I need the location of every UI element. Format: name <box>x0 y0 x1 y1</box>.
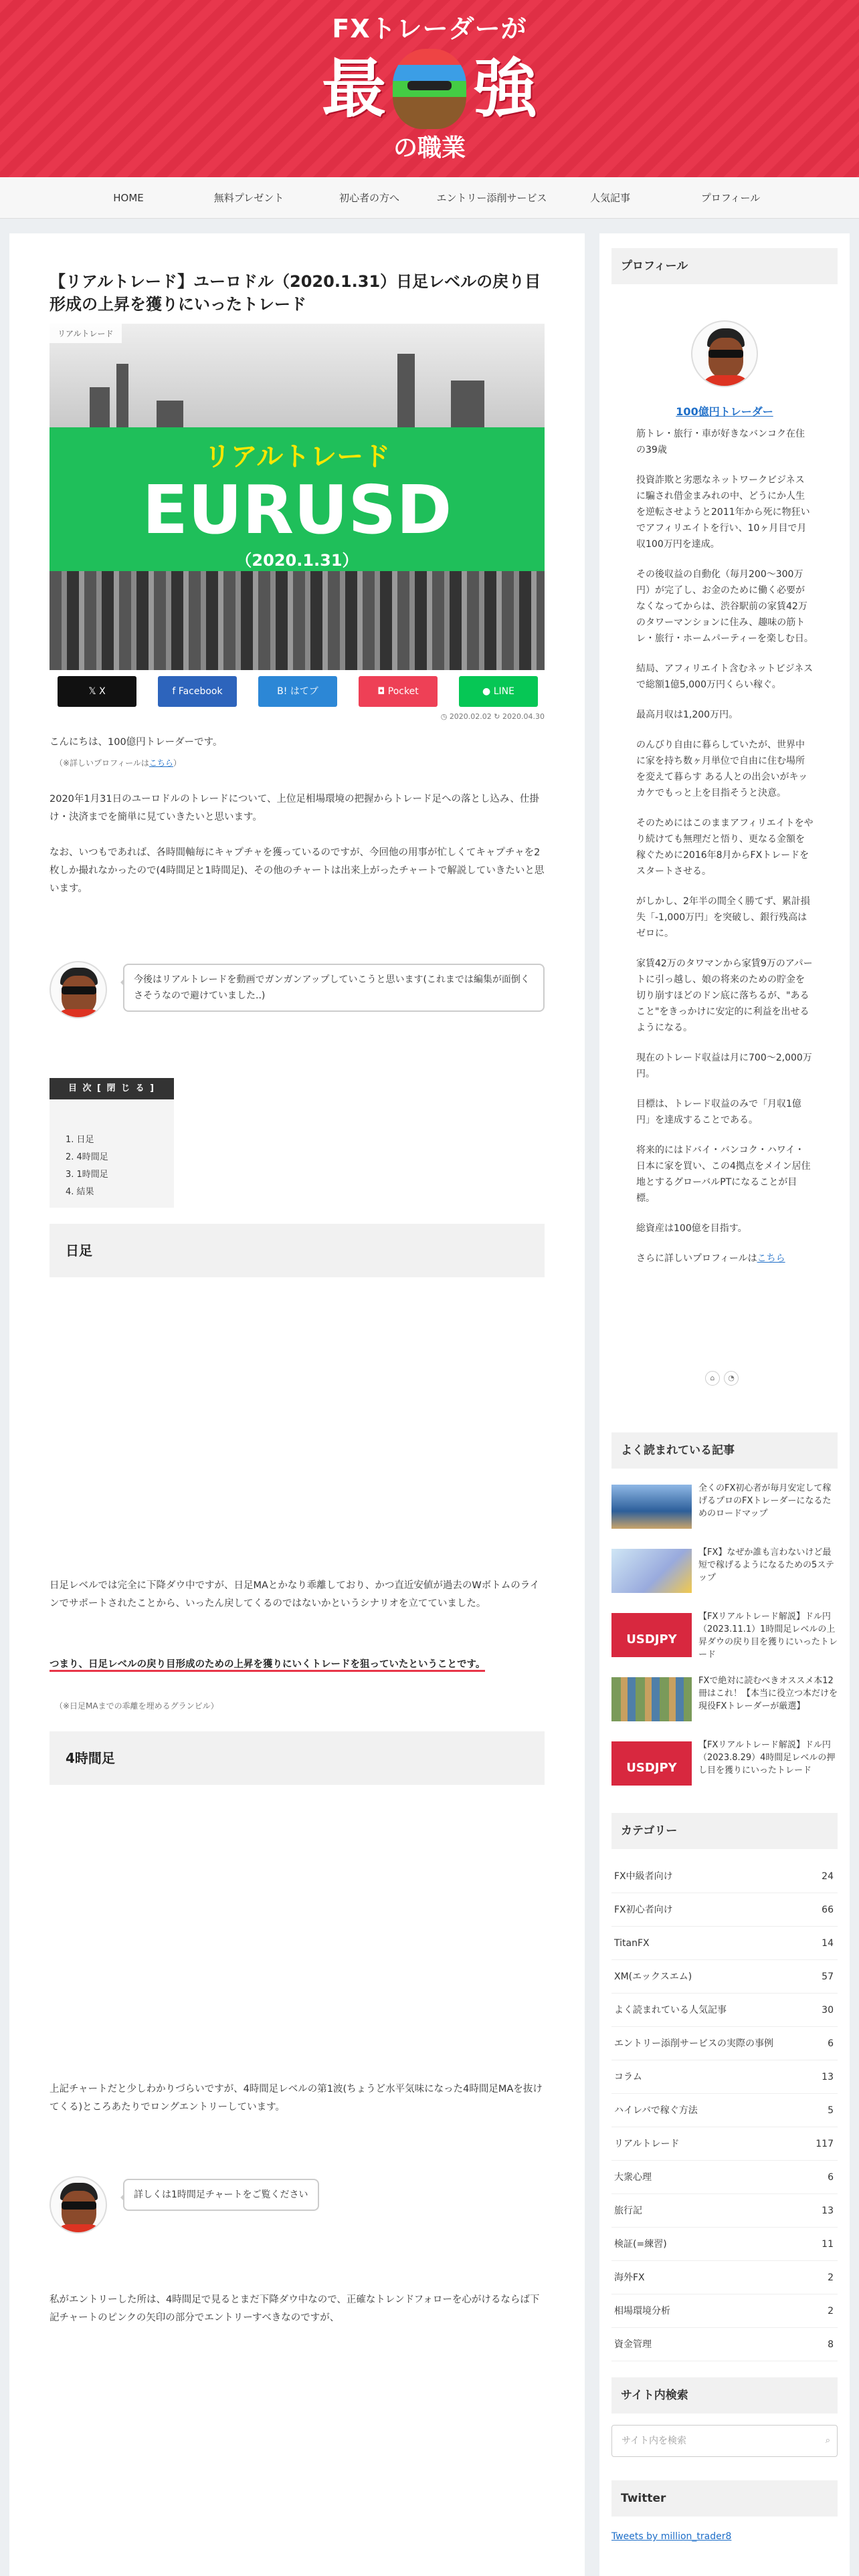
toc-item[interactable]: 4. 結果 <box>66 1187 94 1197</box>
update-icon: ↻ <box>494 712 503 721</box>
author-avatar <box>50 2176 107 2234</box>
nav-item-home[interactable]: HOME <box>113 192 144 204</box>
avatar-glasses <box>62 2202 96 2210</box>
popular-thumb: USDJPY <box>611 1741 692 1786</box>
category-name: XM(エックスエム) <box>614 1971 692 1982</box>
category-name: 大衆心理 <box>614 2172 652 2183</box>
profile-social-icons <box>703 1370 746 1386</box>
share-line-button[interactable] <box>459 676 538 707</box>
category-item[interactable] <box>611 1860 838 1893</box>
sidebar <box>599 233 850 2576</box>
category-item[interactable] <box>611 2228 838 2261</box>
intro-paragraph-2: なお、いつもであれば、各時間軸毎にキャプチャを獲っているのですが、今回他の用事が忙しくてキャプチャを2枚しか撮れなかったので(4時間足と1時間足)、その他のチャートは出来上がったチャートで解説していきたいと思います。 <box>50 847 545 894</box>
category-count: 11 <box>822 2239 834 2250</box>
nav-item-popular[interactable]: 人気記事 <box>589 192 630 204</box>
category-name: TitanFX <box>614 1938 650 1949</box>
line-icon: ● <box>482 686 494 697</box>
eyecatch-building <box>116 364 128 427</box>
category-count: 57 <box>822 1971 834 1982</box>
category-count: 2 <box>828 2306 834 2317</box>
popular-thumb: USDJPY <box>611 1613 692 1657</box>
search-heading: サイト内検索 <box>611 2377 838 2413</box>
category-name: ハイレバで稼ぐ方法 <box>614 2105 698 2116</box>
popular-item[interactable] <box>611 1739 838 1792</box>
eyecatch-city <box>50 571 545 670</box>
h4-paragraph: 上記チャートだと少しわかりづらいですが、4時間足レベルの第1波(ちょうど水平気味になった4時間足MAを抜けてくる)ところあたりでロングエントリーしています。 <box>50 2084 543 2113</box>
category-item[interactable] <box>611 2027 838 2060</box>
profile-paragraph: 筋トレ・旅行・車が好きなバンコク在住の39歳 <box>636 429 805 455</box>
profile-name-link[interactable]: 100億円トレーダー <box>676 405 773 418</box>
clock-icon: ◷ <box>440 712 450 721</box>
profile-note <box>55 757 181 768</box>
share-hatebu-button[interactable] <box>258 676 337 707</box>
popular-title: FXで絶対に読むべきオススメ本12冊はこれ！【本当に役立つ本だけを現役FXトレーダーが厳選】 <box>698 1676 838 1711</box>
profile-paragraph: 家賃42万のタワマンから家賃9万のアパートに引っ越し、娘の将来のための貯金を切り崩すほどのドン底に落ちるが、"あること"をきっかけに安定的に利益を出せるようになる。 <box>636 958 813 1033</box>
popular-title: 【FXリアルトレード解説】ドル円（2023.8.29）4時間足レベルの押し目を獲りにいったトレード <box>698 1740 836 1776</box>
category-count: 24 <box>822 1871 834 1882</box>
category-item[interactable] <box>611 2328 838 2361</box>
toc-item[interactable]: 2. 4時間足 <box>66 1152 108 1162</box>
pocket-icon: ◘ <box>377 686 388 697</box>
avatar-shirt <box>55 1009 103 1018</box>
category-count: 13 <box>822 2072 834 2082</box>
greeting-text: こんにちは、100億円トレーダーです。 <box>50 737 223 748</box>
category-name: エントリー添削サービスの実際の事例 <box>614 2038 773 2049</box>
category-count: 2 <box>828 2272 834 2283</box>
eyecatch-sky <box>50 324 545 427</box>
facebook-icon: f <box>172 686 179 697</box>
nav-item-present[interactable]: 無料プレゼント <box>213 192 284 204</box>
speech-balloon-1 <box>50 961 545 1021</box>
avatar-glasses <box>708 350 743 358</box>
table-of-contents <box>50 1078 174 1208</box>
eyecatch-band <box>50 427 545 571</box>
logo-kanji-left: 最 <box>322 51 386 126</box>
speech-balloon-2 <box>50 2176 545 2236</box>
popular-item[interactable] <box>611 1482 838 1535</box>
profile-paragraph: のんびり自由に暮らしていたが、世界中に家を持ち数ヶ月単位で自由に住む場所を変えて暮らす ある人との出会いがキッカケでもっと上を目指そうと決意。 <box>636 740 808 798</box>
twitter-heading: Twitter <box>611 2480 838 2516</box>
profile-heading: プロフィール <box>611 248 838 284</box>
site-logo[interactable] <box>314 12 545 166</box>
daily-strong-underline: つまり、日足レベルの戻り目形成のための上昇を獲りにいくトレードを狙っていたということです。 <box>50 1659 485 1672</box>
category-count: 66 <box>822 1905 834 1915</box>
popular-item[interactable] <box>611 1546 838 1600</box>
profile-paragraph: その後収益の自動化（毎月200〜300万円）が完了し、お金のために働く必要がなくなってからは、渋谷駅前の家賃42万のタワーマンションに住み、趣味の筋トレ・旅行・ホームパーティーを楽しむ日。 <box>636 569 814 644</box>
category-label[interactable]: リアルトレード <box>50 324 122 343</box>
intro-paragraph-1: 2020年1月31日のユーロドルのトレードについて、上位足相場環境の把握からトレード足への落とし込み、仕掛け・決済までを簡単に見ていきたいと思います。 <box>50 794 539 823</box>
category-item[interactable] <box>611 2161 838 2194</box>
profile-paragraph: 将来的にはドバイ・バンコク・ハワイ・日本に家を買い、この4拠点をメイン居住地とするグローバルPTになることが目標。 <box>636 1145 811 1204</box>
daily-note: （※日足MAまでの乖離を埋めるグランビル） <box>55 1701 219 1711</box>
nav-item-entry-review[interactable]: エントリー添削サービス <box>436 192 547 204</box>
logo-bottom-text: の職業 <box>393 134 466 162</box>
daily-strong-text <box>50 1656 545 1674</box>
category-count: 6 <box>828 2038 834 2049</box>
category-item[interactable] <box>611 1893 838 1927</box>
share-x-button[interactable] <box>58 676 136 707</box>
nav-item-beginners[interactable]: 初心者の方へ <box>339 192 399 204</box>
profile-note-post: ） <box>173 758 181 768</box>
posted-date: 2020.02.02 <box>449 712 492 721</box>
category-count: 5 <box>828 2105 834 2116</box>
profile-link[interactable]: こちら <box>149 758 173 768</box>
popular-item[interactable] <box>611 1610 838 1664</box>
site-header <box>0 0 859 177</box>
eyecatch-date: （2020.1.31） <box>235 551 359 570</box>
logo-kanji-right: 強 <box>473 51 537 126</box>
logo-face-image <box>393 49 466 129</box>
profile-more <box>636 1251 814 1267</box>
popular-item[interactable] <box>611 1675 838 1728</box>
avatar-face <box>708 338 743 378</box>
entry-paragraph: 私がエントリーした所は、4時間足で見るとまだ下降ダウ中なので、正確なトレンドフォローを心がけるならば下記チャートのピンクの矢印の部分でエントリーすべきなのですが、 <box>50 2294 540 2323</box>
share-facebook-label: Facebook <box>178 686 223 697</box>
popular-heading: よく読まれている記事 <box>611 1432 838 1469</box>
twitter-timeline-link[interactable]: Tweets by million_trader8 <box>611 2531 732 2542</box>
toc-title[interactable]: 目 次 [ 閉 じ る ] <box>50 1078 174 1099</box>
article-main <box>9 233 585 2576</box>
category-name: リアルトレード <box>614 2139 680 2149</box>
category-item[interactable] <box>611 2261 838 2294</box>
toc-list <box>50 1099 174 1201</box>
popular-thumb <box>611 1549 692 1593</box>
popular-title: 【FXリアルトレード解説】ドル円（2023.11.1）1時間足レベルの上昇ダウの戻り目を獲りにいったトレード <box>698 1612 838 1660</box>
share-facebook-button[interactable] <box>158 676 237 707</box>
search-icon[interactable]: ⌕ <box>825 2436 830 2446</box>
nav-item-profile[interactable]: プロフィール <box>700 192 761 204</box>
category-name: 資金管理 <box>614 2339 652 2350</box>
article-title: 【リアルトレード】ユーロドル（2020.1.31）日足レベルの戻り目形成の上昇を獲りにいったトレード <box>50 272 541 314</box>
author-avatar <box>50 961 107 1018</box>
share-pocket-button[interactable] <box>359 676 438 707</box>
profile-paragraph: 結局、アフィリエイト含むネットビジネスで総額1億5,000万円くらい稼ぐ。 <box>636 663 814 690</box>
balloon-text-2: 詳しくは1時間足チャートをご覧ください <box>123 2179 319 2211</box>
daily-paragraph: 日足レベルでは完全に下降ダウ中ですが、日足MAとかなり乖離しており、かつ直近安値が過去のWボトムのラインでサポートされたことから、いったん戻してくるのではないかというシナリオを立てていました。 <box>50 1580 540 1609</box>
toc-item[interactable]: 3. 1時間足 <box>66 1170 108 1180</box>
home-icon[interactable]: ⌂ <box>705 1371 720 1386</box>
category-item[interactable] <box>611 2294 838 2328</box>
popular-title: 全くのFX初心者が毎月安定して稼げるプロのFXトレーダーになるためのロードマップ <box>698 1483 832 1519</box>
category-item[interactable] <box>611 1927 838 1960</box>
search-placeholder: サイト内を検索 <box>622 2436 687 2446</box>
share-buttons <box>58 676 539 707</box>
share-hatebu-label: はてブ <box>290 686 318 697</box>
category-name: 検証(=練習) <box>614 2239 667 2250</box>
popular-thumb <box>611 1677 692 1721</box>
profile-text <box>636 426 814 1281</box>
share-pocket-label: Pocket <box>387 686 419 697</box>
eyecatch-building <box>157 401 183 427</box>
category-item[interactable] <box>611 2194 838 2228</box>
x-icon: 𝕏 <box>88 686 100 697</box>
post-dates <box>384 712 545 721</box>
profile-note-pre: （※詳しいプロフィールは <box>55 758 149 768</box>
category-count: 8 <box>828 2339 834 2350</box>
categories-heading: カテゴリー <box>611 1813 838 1849</box>
hatebu-icon: B! <box>277 686 290 697</box>
profile-more-text: さらに詳しいプロフィールは <box>636 1253 757 1264</box>
eyecatch-pair: EURUSD <box>142 471 452 549</box>
category-item[interactable] <box>611 2094 838 2127</box>
avatar-shirt <box>55 2224 103 2234</box>
profile-paragraph: 目標は、トレード収益のみで「月収1億円」を達成することである。 <box>636 1099 801 1125</box>
profile-paragraph: 現在のトレード収益は月に700〜2,000万円。 <box>636 1053 812 1079</box>
eyecatch-line1: リアルトレード <box>203 441 391 472</box>
global-nav <box>0 177 859 219</box>
profile-avatar <box>691 320 758 387</box>
profile-paragraph: がしかし、2年半の間全く勝てず、累計損失「-1,000万円」を突破し、銀行残高はゼロに。 <box>636 896 810 939</box>
eyecatch-building <box>397 354 415 427</box>
category-name: 海外FX <box>614 2272 645 2283</box>
share-line-label: LINE <box>493 686 514 697</box>
eyecatch-building <box>90 387 110 427</box>
category-item[interactable] <box>611 1994 838 2027</box>
rss-icon[interactable]: ◔ <box>724 1371 739 1386</box>
category-count: 30 <box>822 2005 834 2016</box>
updated-date: 2020.04.30 <box>502 712 545 721</box>
heading-4h: 4時間足 <box>50 1731 545 1785</box>
profile-paragraph: 最高月収は1,200万円。 <box>636 710 739 720</box>
balloon-text-1: 今後はリアルトレードを動画でガンガンアップしていこうと思います(これまでは編集が面倒くさそうなので避けていました..) <box>123 964 545 1012</box>
category-count: 14 <box>822 1938 834 1949</box>
category-name: FX初心者向け <box>614 1905 673 1915</box>
category-count: 117 <box>816 2139 834 2149</box>
popular-title: 【FX】なぜか誰も言わないけど最短で稼げるようになるための5ステップ <box>698 1547 835 1583</box>
profile-paragraph: そのためにはこのままアフィリエイトをやり続けても無理だと悟り、更なる金額を稼ぐために2016年8月からFXトレードをスタートさせる。 <box>636 818 814 877</box>
profile-paragraph: 総資産は100億を目指す。 <box>636 1223 747 1234</box>
eyecatch-building <box>451 381 484 427</box>
category-count: 6 <box>828 2172 834 2183</box>
category-item[interactable] <box>611 2060 838 2094</box>
category-count: 13 <box>822 2206 834 2216</box>
share-x-label: X <box>99 686 106 697</box>
category-name: よく読まれている人気記事 <box>614 2005 727 2016</box>
logo-top-text: FXトレーダーが <box>332 14 527 43</box>
avatar-shirt <box>700 375 751 387</box>
avatar-glasses <box>62 986 96 994</box>
eyecatch-image <box>50 324 545 670</box>
category-item[interactable] <box>611 1960 838 1994</box>
toc-item[interactable]: 1. 日足 <box>66 1135 94 1145</box>
profile-more-link[interactable]: こちら <box>757 1253 785 1264</box>
logo-main <box>314 45 545 132</box>
category-name: FX中級者向け <box>614 1871 673 1882</box>
category-name: コラム <box>614 2072 642 2082</box>
search-input[interactable] <box>611 2425 838 2457</box>
category-item[interactable] <box>611 2127 838 2161</box>
profile-paragraph: 投資詐欺と劣悪なネットワークビジネスに騙され借金まみれの中、どうにか人生を逆転させようと2011年から死に物狂いでアフィリエイトを行い、10ヶ月目で月収100万円を達成。 <box>636 475 810 550</box>
heading-daily: 日足 <box>50 1224 545 1277</box>
category-name: 相場環境分析 <box>614 2306 670 2317</box>
category-name: 旅行記 <box>614 2206 642 2216</box>
popular-thumb <box>611 1485 692 1529</box>
